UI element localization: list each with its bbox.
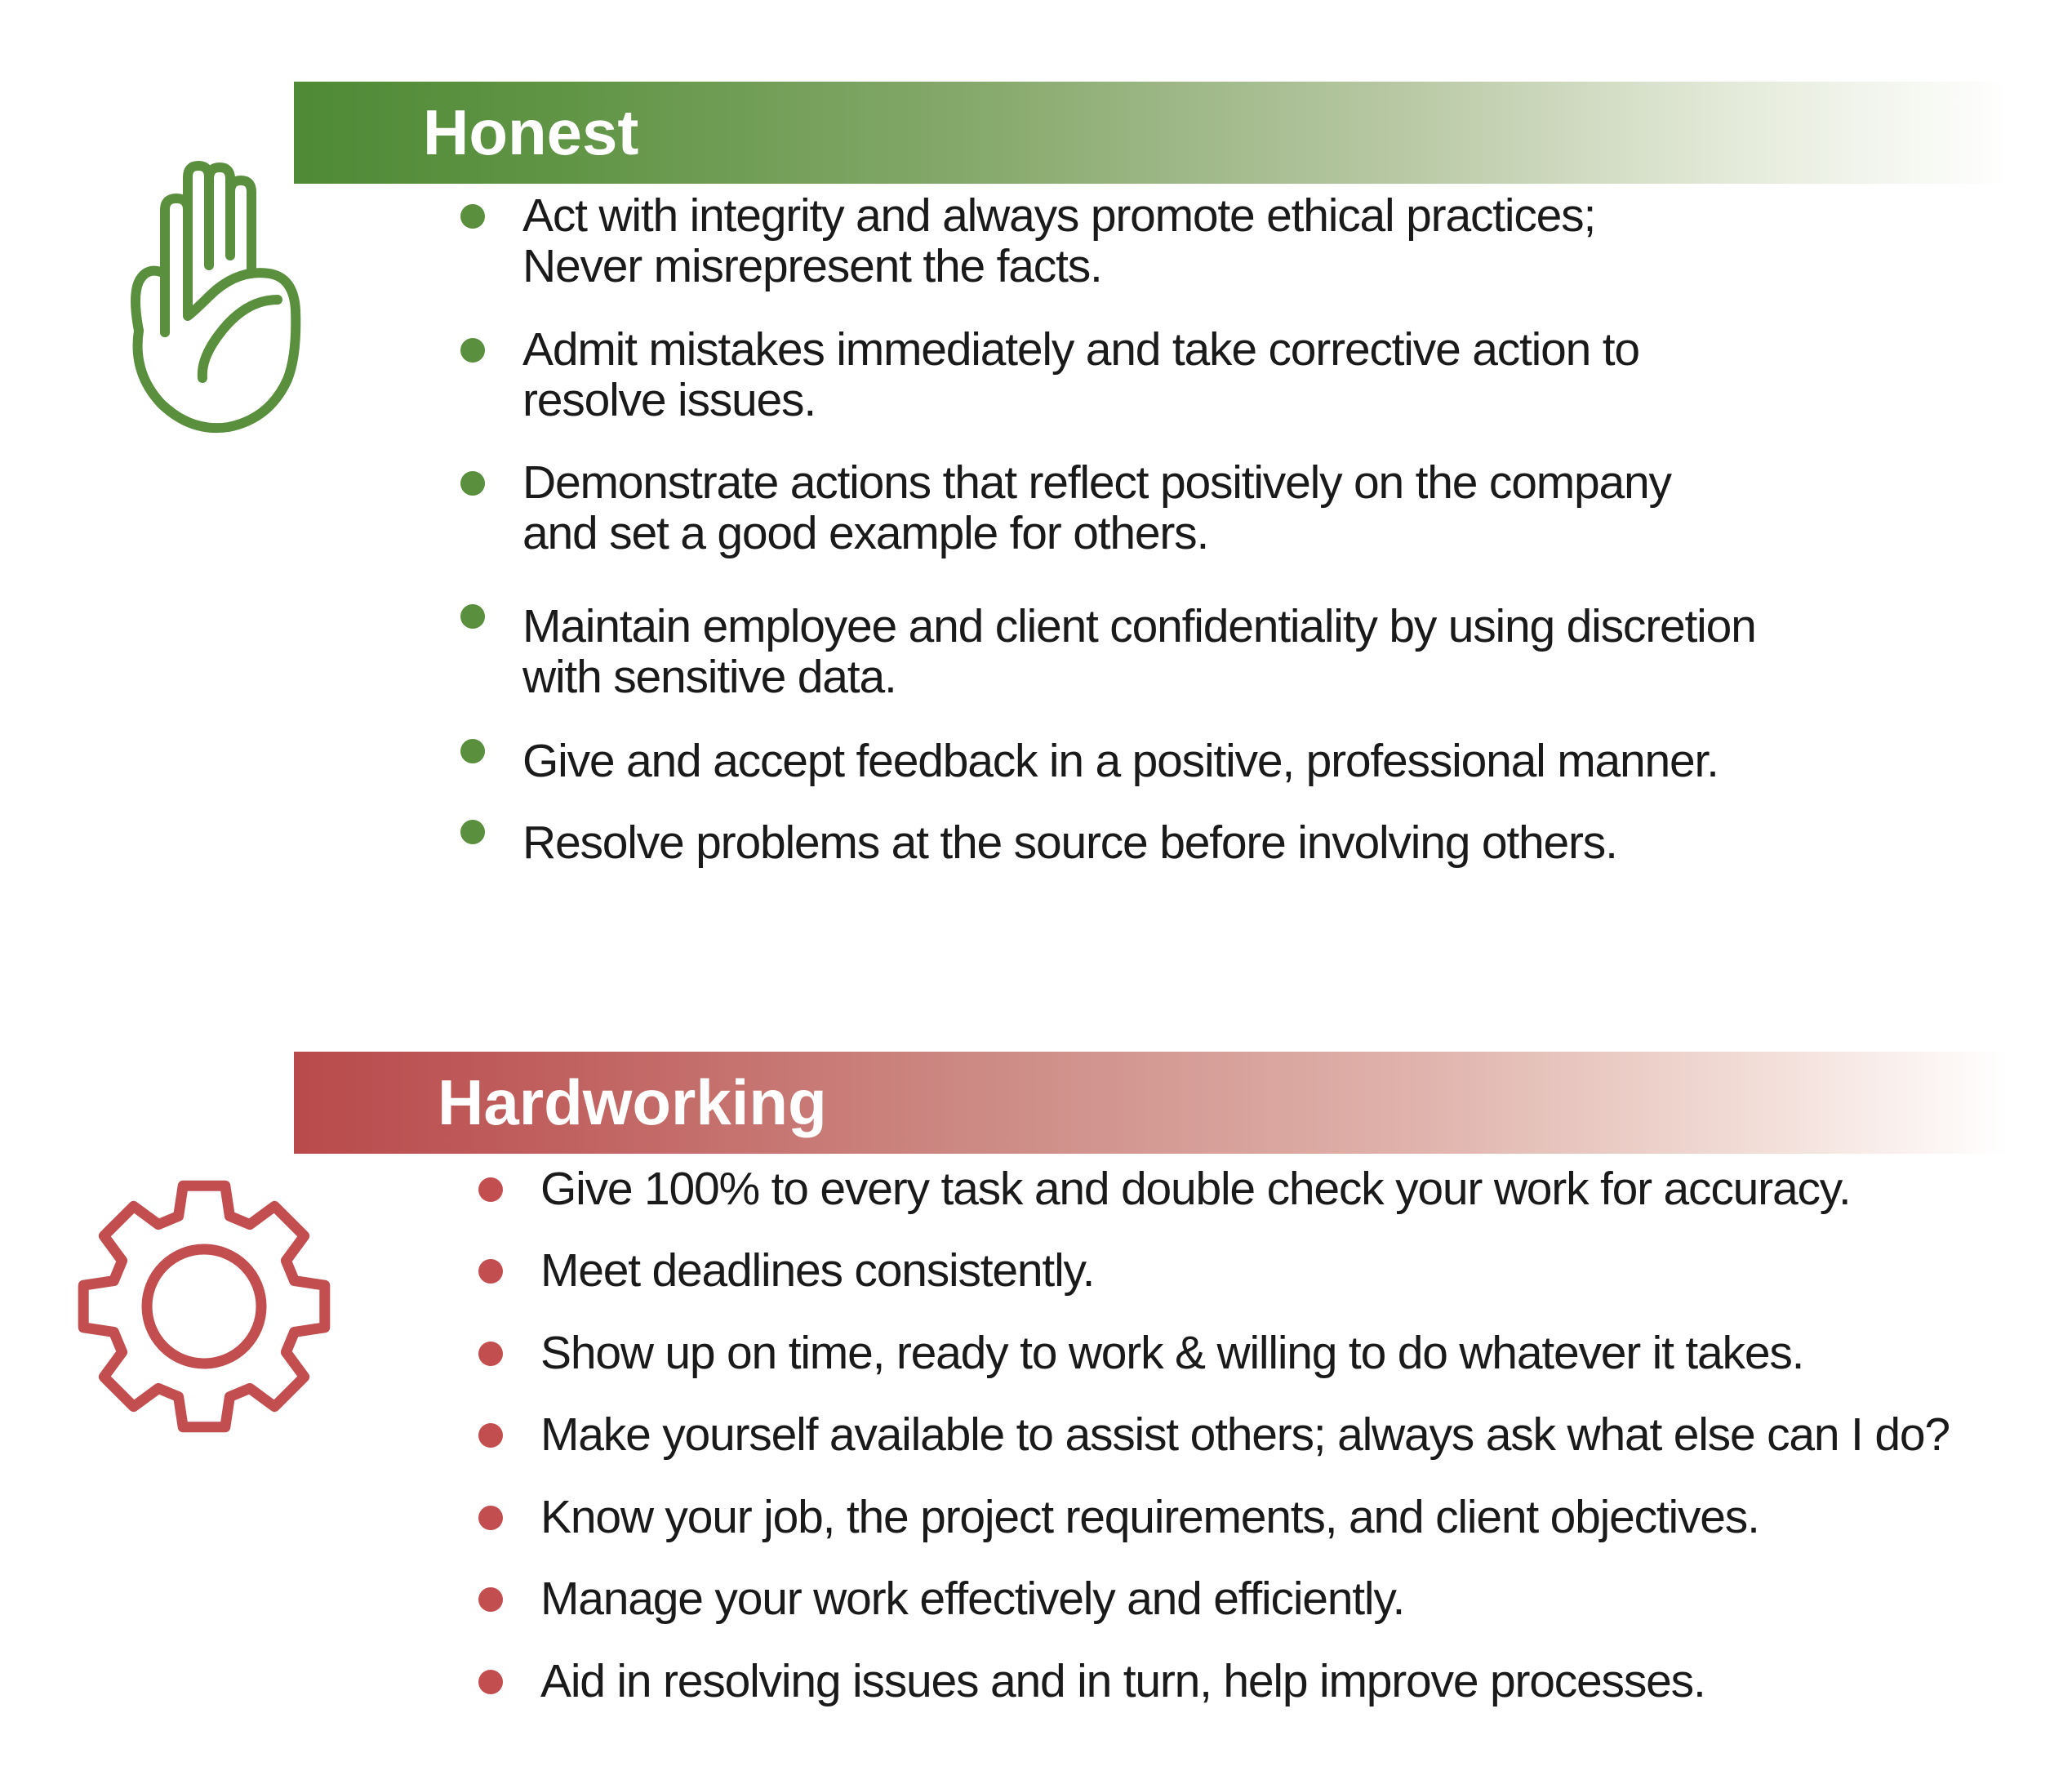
hardworking-item-2: Meet deadlines consistently. [540, 1244, 1095, 1297]
honest-title: Honest [423, 96, 639, 168]
bullet [478, 1423, 503, 1448]
honest-item-4-line2: with sensitive data. [522, 651, 896, 703]
honest-banner [294, 82, 2008, 184]
hardworking-item-4: Make yourself available to assist others; always ask what else can I do? [540, 1408, 1950, 1461]
gear-icon [69, 1172, 339, 1441]
bullet [460, 204, 485, 229]
honest-item-5 [522, 736, 1719, 786]
bullet [478, 1259, 503, 1284]
honest-item-6-line1: Resolve problems at the source before involving others. [522, 817, 1617, 869]
bullet [478, 1587, 503, 1612]
bullet [478, 1506, 503, 1530]
bullet [460, 820, 485, 844]
hardworking-item-5: Know your job, the project requirements, and client objectives. [540, 1491, 1759, 1543]
hardworking-title: Hardworking [438, 1066, 827, 1138]
honest-item-3-line2: and set a good example for others. [522, 507, 1209, 559]
honest-item-3-line1: Demonstrate actions that reflect positively on the company [522, 456, 1671, 509]
honest-item-1-line1: Act with integrity and always promote ethical practices; [522, 189, 1596, 242]
raised-hand-icon [114, 159, 306, 441]
bullet [478, 1670, 503, 1694]
honest-item-5-line1: Give and accept feedback in a positive, professional manner. [522, 735, 1719, 787]
honest-item-3 [522, 457, 1671, 558]
hardworking-item-6: Manage your work effectively and efficiently. [540, 1573, 1405, 1625]
honest-item-6 [522, 817, 1617, 868]
bullet [460, 604, 485, 629]
honest-item-2 [522, 324, 1639, 425]
hardworking-item-3: Show up on time, ready to work & willing to do whatever it takes. [540, 1327, 1804, 1379]
bullet [478, 1177, 503, 1202]
honest-item-2-line2: resolve issues. [522, 374, 816, 426]
bullet [460, 739, 485, 763]
honest-item-4 [522, 601, 1756, 702]
honest-item-1-line2: Never misrepresent the facts. [522, 240, 1102, 292]
bullet [460, 338, 485, 363]
honest-item-1 [522, 190, 1595, 291]
hardworking-item-1: Give 100% to every task and double check your work for accuracy. [540, 1163, 1851, 1215]
bullet [460, 471, 485, 496]
bullet [478, 1342, 503, 1366]
honest-item-2-line1: Admit mistakes immediately and take corrective action to [522, 323, 1639, 376]
hardworking-item-7: Aid in resolving issues and in turn, help improve processes. [540, 1655, 1705, 1707]
hardworking-banner [294, 1052, 2008, 1154]
honest-item-4-line1: Maintain employee and client confidentiality by using discretion [522, 600, 1756, 652]
